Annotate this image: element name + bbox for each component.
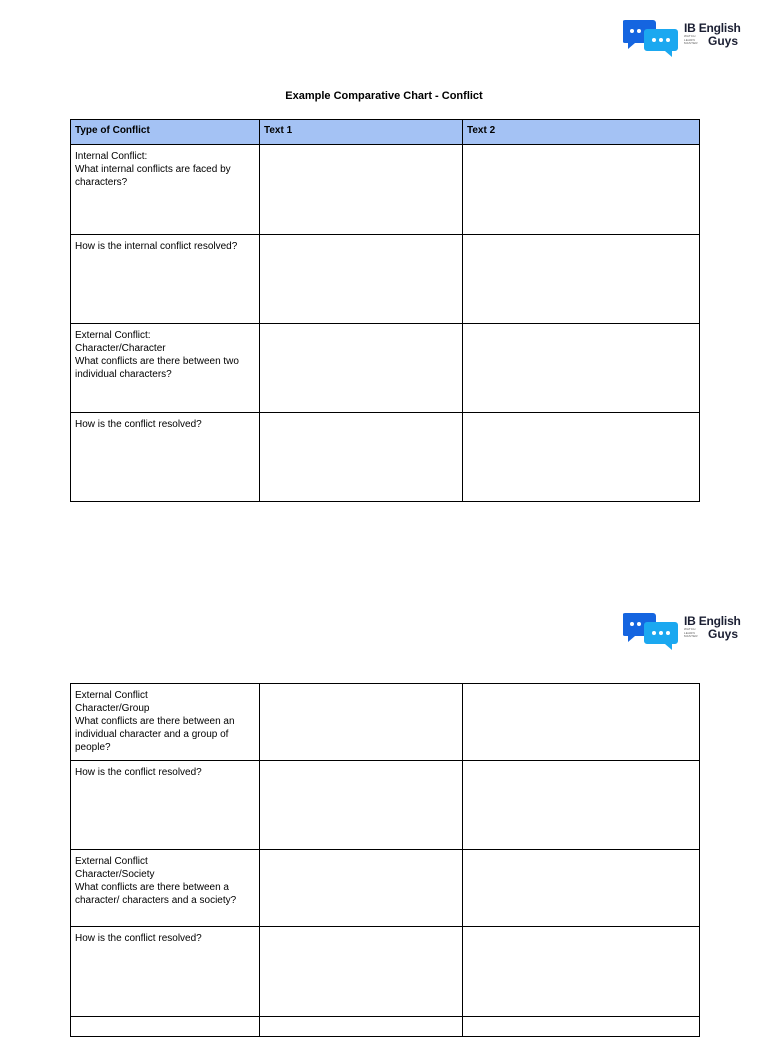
row-prompt: How is the conflict resolved? [71,761,260,850]
text2-cell[interactable] [463,235,700,324]
comparative-chart-table-2 [70,683,700,1037]
text2-cell[interactable] [463,684,700,761]
text2-cell[interactable] [463,761,700,850]
text1-cell[interactable] [260,850,463,927]
logo-brand-line1: IB English [684,21,741,35]
ib-english-guys-logo [623,18,743,58]
logo-brand-line1: IB English [684,614,741,628]
logo-tagline: WATCH LEARN MASTER [684,627,698,639]
table-row [71,145,700,235]
text1-cell[interactable] [260,413,463,502]
table-row [71,684,700,761]
text2-cell[interactable] [463,145,700,235]
text1-cell[interactable] [260,1017,463,1037]
row-prompt: How is the conflict resolved? [71,927,260,1017]
row-prompt: External Conflict Character/Group What conflicts are there between an individual character and a group of people? [71,684,260,761]
table-row [71,1017,700,1037]
text2-cell[interactable] [463,324,700,413]
row-prompt: How is the internal conflict resolved? [71,235,260,324]
logo-tagline: WATCH LEARN MASTER [684,34,698,46]
logo-brand-line2: Guys [708,34,739,48]
text1-cell[interactable] [260,761,463,850]
table-row [71,761,700,850]
row-prompt: External Conflict Character/Society What conflicts are there between a character/ characters and a society? [71,850,260,927]
text1-cell[interactable] [260,145,463,235]
text2-cell[interactable] [463,927,700,1017]
text2-cell[interactable] [463,1017,700,1037]
row-prompt [71,1017,260,1037]
row-prompt: External Conflict: Character/Character What conflicts are there between two individual characters? [71,324,260,413]
text2-cell[interactable] [463,413,700,502]
header-text-1: Text 1 [260,120,463,145]
text1-cell[interactable] [260,684,463,761]
table-row [71,324,700,413]
header-type-of-conflict: Type of Conflict [71,120,260,145]
comparative-chart-table-1 [70,119,700,502]
row-prompt: How is the conflict resolved? [71,413,260,502]
text1-cell[interactable] [260,324,463,413]
ib-english-guys-logo [623,611,743,651]
text1-cell[interactable] [260,927,463,1017]
table-row [71,413,700,502]
table-row [71,235,700,324]
header-text-2: Text 2 [463,120,700,145]
logo-brand-line2: Guys [708,627,739,641]
text1-cell[interactable] [260,235,463,324]
text2-cell[interactable] [463,850,700,927]
chat-bubbles-icon [623,18,681,58]
table-row [71,850,700,927]
table-row [71,927,700,1017]
table-header-row [71,120,700,145]
page-title: Example Comparative Chart - Conflict [285,90,483,102]
chat-bubbles-icon [623,611,681,651]
row-prompt: Internal Conflict: What internal conflicts are faced by characters? [71,145,260,235]
